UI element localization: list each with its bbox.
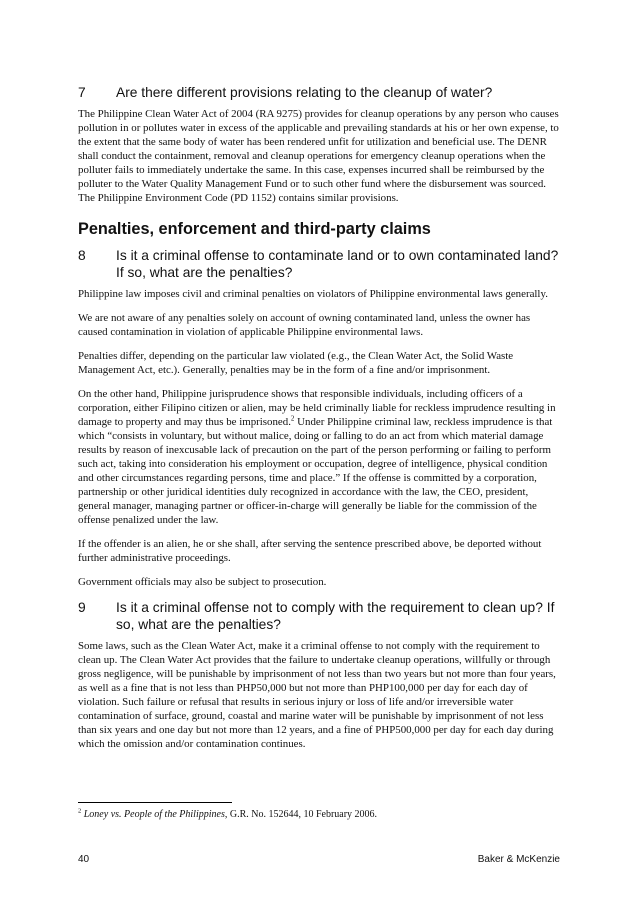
question-9-heading	[78, 599, 560, 633]
section-heading: Penalties, enforcement and third-party claims	[78, 220, 431, 238]
paragraph	[78, 387, 560, 527]
paragraph-text: Under Philippine criminal law, reckless imprudence is that which “consists in voluntary, but without malice, doing or falling to do an act from which material damage results by reason of inexcusable lack of precaution on the part of the person performing or failing to perform such act, taking into consideration his employment or occupation, degree of intelligence, physical condition and other circumstances regarding persons, time and place.” If the offense is committed by a corporation, partnership or other juridical identities duly recognized in accordance with the law, the CEO, president, general manager, managing partner or officer-in-charge will generally be liable for the commission of the offense penalized under the law.	[78, 416, 553, 526]
page-body	[78, 84, 560, 761]
footnote-number: 2	[78, 807, 82, 815]
paragraph: The Philippine Clean Water Act of 2004 (RA 9275) provides for cleanup operations by any person who causes pollution in or pollutes water in excess of the applicable and prevailing standards at his or her own expense, to the extent that the same body of water has been rendered unfit for utilization and beneficial use. The DENR shall conduct the containment, removal and cleanup operations for emergency cleanup operations when the polluter fails to immediately undertake the same. In this case, expenses incurred shall be reimbursed by the polluter to the Water Quality Management Fund or to such other fund where the disbursement was sourced. The Philippine Environment Code (PD 1152) contains similar provisions.	[78, 108, 559, 204]
question-text: Is it a criminal offense not to comply with the requirement to clean up? If so, what are the penalties?	[116, 600, 555, 632]
question-number: 8	[78, 248, 86, 263]
footnote-case-name: Loney vs. People of the Philippines	[83, 809, 225, 820]
question-8-heading	[78, 247, 560, 281]
footnote	[78, 808, 560, 821]
firm-name: Baker & McKenzie	[477, 854, 560, 865]
question-7-heading	[78, 84, 560, 101]
footnote-citation: , G.R. No. 152644, 10 February 2006.	[224, 809, 378, 820]
paragraph: Some laws, such as the Clean Water Act, make it a criminal offense to not comply with the requirement to clean up. The Clean Water Act provides that the failure to undertake cleanup operations, willfully or through gross negligence, will be punishable by imprisonment of not less than two years but not more than four years, as well as a fine that is not less than PHP50,000 but not more than PHP100,000 per day for each day of violation. Such failure or refusal that results in serious injury or loss of life and/or irreversible water contamination of surface, ground, coastal and marine water will be punishable by imprisonment of not less than six years and one day but not more than 12 years, and a fine of PHP500,000 per day for each day during which the omission and/or contamination continues.	[78, 640, 556, 750]
page-footer	[78, 854, 560, 865]
paragraph: We are not aware of any penalties solely on account of owning contaminated land, unless the owner has caused contamination in violation of applicable Philippine environmental laws.	[78, 312, 531, 338]
question-text: Is it a criminal offense to contaminate land or to own contaminated land? If so, what are the penalties?	[116, 248, 559, 280]
paragraph: Philippine law imposes civil and criminal penalties on violators of Philippine environmental laws generally.	[78, 288, 548, 300]
footnote-divider	[78, 802, 232, 803]
page-number: 40	[78, 854, 90, 865]
paragraph: Government officials may also be subject to prosecution.	[78, 576, 327, 588]
paragraph-text: On the other hand, Philippine jurisprudence shows that responsible individuals, including officers of a corporation, either Filipino citizen or alien, may be held criminally liable for reckless imprudence resulting in damage to property and may thus be imprisoned.	[78, 388, 556, 428]
footnote-reference: 2	[290, 414, 295, 423]
paragraph: If the offender is an alien, he or she shall, after serving the sentence prescribed above, be deported without further administrative proceedings.	[78, 538, 542, 564]
paragraph: Penalties differ, depending on the particular law violated (e.g., the Clean Water Act, the Solid Waste Management Act, etc.). Generally, penalties may be in the form of a fine and/or imprisonment.	[78, 350, 514, 376]
question-number: 7	[78, 85, 86, 100]
question-text: Are there different provisions relating to the cleanup of water?	[116, 85, 493, 100]
question-number: 9	[78, 600, 86, 615]
